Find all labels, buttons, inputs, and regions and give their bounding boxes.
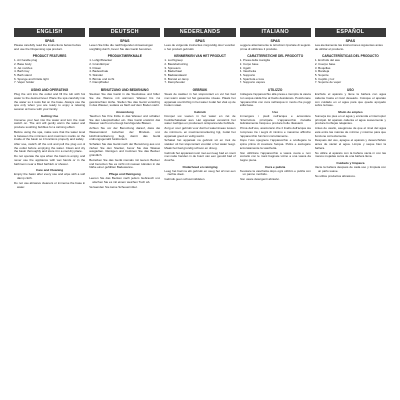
paragraph: Después del uso, apague el aparato y desenchúfelo antes de vaciar el agua. Limpie y seque bien la bañera. (314, 138, 387, 150)
paragraph: Zorg er voor gebruik voor dat het waterniveau tussen de minimum- en maximummarkering ligt, zodat het apparaat goed en veilig werkt. (164, 126, 236, 138)
operation-intro: Steek de stekker in het stopcontact en vul het bad met warm water tot het gewenste niveau. Plaats het apparaat voorzichtig in het water zodat het vlak op de bodem staat. (164, 92, 236, 108)
column-deutsch (89, 28, 160, 400)
operation-intro: Plug the unit into the outlet and fill the tub with hot water to the desired level. Place the spa carefully into the water so it rests flat on the base. Always use the spa only when you are ready to enjoy a relaxing session at home with your family. (14, 92, 86, 111)
paragraph: Schakel het apparaat na gebruik uit en trek de stekker uit het stopcontact voordat u het water leegt. Maak het bad grondig schoon en droog. (164, 138, 236, 150)
care-item: Empty the basin after every use and wipe with a soft damp cloth. (14, 172, 86, 181)
features-heading: CARATTERISTICHE DEL PRODOTTO (247, 54, 304, 59)
care-item: No utilice productos abrasivos. (314, 173, 356, 178)
feature-item: 4. Badschaal (164, 69, 182, 74)
paragraph: Non utilizzare l'apparecchio a vasca vuota e non toccarlo con le mani bagnate vicino a una vasca da bagno piena. (239, 150, 311, 162)
column-english (14, 28, 85, 400)
paragraph: Prima dell'uso, assicurarsi che il livello dell'acqua sia compreso tra i segni di minimo e massimo affinché l'apparecchio funzioni correttamente. (239, 126, 311, 138)
feature-item: 4. Vaschetta (239, 69, 257, 74)
paragraph: Achten Sie vor der Benutzung darauf, dass der Wasserstand zwischen der Mindest- und Höchstmarkierung liegt, damit das Gerät ordnungsgemäß funktioniert. (89, 126, 161, 142)
paragraph: Dopo l'uso spegnere l'apparecchio e scollegare la spina prima di svuotare l'acqua. Pulire e asciugare accuratamente la vaschetta. (239, 138, 311, 150)
care-heading: Pflege und Reinigung (108, 171, 141, 176)
language-header: ENGLISH (14, 28, 85, 37)
feature-item: 4. Bandeja (314, 69, 330, 74)
paragraph: Immerse your feet into the water and turn the main switch on. The unit will gently warm the water and produce soothing bubbles for a calming effect. (14, 117, 86, 130)
feature-item: 5. Ständer (89, 73, 104, 77)
feature-item: 3. Jet nozzles (14, 65, 33, 70)
features-list (164, 59, 235, 85)
language-header: NEDERLANDS (164, 28, 235, 37)
feature-item: 7. Dampfhalter (89, 80, 109, 85)
column-nederlands (164, 28, 235, 400)
care-item: Leeren Sie das Becken nach jedem Gebrauch und wischen Sie es mit einem weichen Tuch ab. (89, 176, 161, 184)
paragraph: Tauchen Sie Ihre Füße in das Wasser und schalten Sie den Hauptschalter ein. Das Gerät erwärmt das Wasser sanft und erzeugt beruhigende Blasen. (89, 114, 161, 126)
care-heading: Cura e pulizia (265, 164, 286, 169)
feature-item: 4. Bath tray (14, 69, 30, 74)
features-heading: KENMERKEN VAN HET PRODUCT (174, 54, 226, 59)
feature-item: 7. Soporte de vapor (314, 80, 342, 85)
feature-item: 3. Boquillas (314, 65, 331, 70)
operation-heading: UTILIZZO (268, 88, 283, 93)
column-italiano (240, 28, 311, 400)
feature-item: 3. Sproeiers (164, 65, 181, 70)
operation-heading: USO (346, 88, 354, 93)
getting-use-heading: Anwendung (115, 109, 134, 114)
feature-item: 1. Enchufe del asa (314, 58, 340, 63)
care-item: Svuotare la vaschetta dopo ogni utilizzo e pulirla con un panno morbido. (239, 168, 311, 177)
intro-text: Lesen Sie bitte die nachfolgenden Anweisungen sorgfältig durch, bevor Sie das Gerät benutzen. (89, 43, 154, 51)
paragraph: Immergere i piedi nell'acqua e accendere l'interruttore principale. L'apparecchio riscalda delicatamente l'acqua e produce bolle rilassanti. (239, 114, 311, 126)
care-item: Vacíe la bañera después de cada uso y límpiela con un paño suave. (314, 165, 387, 173)
language-header: DEUTSCH (89, 28, 160, 37)
care-item: Do not use abrasive cleaners or immerse the base in water. (14, 180, 86, 189)
features-list (240, 59, 311, 85)
paragraph: No utilice el aparato con la bañera vacía ni con las manos mojadas cerca de una bañera llena. (314, 150, 387, 159)
feature-item: 1. Luftgriffstecker (89, 58, 113, 63)
language-header: ITALIANO (240, 28, 311, 37)
feature-item: 3. Ugelli (239, 65, 251, 70)
paragraph: Schalten Sie das Gerät nach der Benutzung aus und ziehen Sie den Stecker, bevor Sie das Wasser ausgießen. Reinigen und trocknen Sie das Becken gründlich. (89, 142, 161, 158)
feature-item: 1. Presa della maniglia (239, 58, 270, 63)
intro-text: Please carefully read the instructions below before and use the Dispensing spa product. (14, 43, 82, 51)
care-heading: Care and Cleaning (36, 168, 64, 173)
feature-item: 5. Badstandaard (164, 73, 187, 77)
feature-item: 3. Düsen (89, 65, 102, 70)
care-item: Verwenden Sie keine Scheuermittel. (89, 184, 138, 189)
feature-item: 6. Cepillo y luz (314, 76, 335, 81)
feature-item: 2. Grundkörper (89, 61, 110, 66)
paragraph: Betreiben Sie das Gerät niemals mit leerem Becken und benutzen Sie es nicht mit nassen Händen in der Nähe einer gefüllten Badewanne. (89, 157, 161, 170)
care-item: Non usare detergenti abrasivi. (239, 177, 280, 182)
operation-intro: Stecken Sie das Gerät in die Steckdose und füllen Sie die Wanne mit warmem Wasser bis zur gewünschten Höhe. Stellen Sie das Gerät vorsichtig in das Wasser, sodass es flach auf dem Boden steht. (89, 92, 161, 108)
care-item: Leeg het bad na elk gebruik en veeg het af met een zachte doek. (164, 168, 236, 177)
feature-item: 2. Corpo base (239, 61, 259, 66)
section-title: SPAS (195, 39, 205, 43)
feature-item: 7. Damphouder (164, 80, 186, 85)
intro-text: Lea atentamente las instrucciones siguientes antes de utilizar el producto. (314, 43, 383, 51)
section-title: SPAS (345, 39, 356, 43)
operation-heading: BENUTZUNG UND BEDIENUNG (100, 88, 149, 93)
operation-intro: Enchufe el aparato y llene la bañera con agua caliente hasta el nivel deseado. Coloque el aparato con cuidado en el agua para que quede apoyado sobre la base. (314, 92, 387, 108)
operation-heading: USING AND OPERATING (30, 88, 69, 93)
paragraph: Gebruik het apparaat nooit met een leeg bad en nooit met natte handen in de buurt van een gevuld bad of douche. (164, 150, 236, 162)
feature-item: 6. Spazzola e luce (239, 76, 265, 81)
feature-item: 1. Air handle plug (14, 58, 38, 63)
getting-use-heading: Getting Use (40, 113, 59, 118)
features-list (315, 59, 386, 85)
language-header: ESPAÑOL (315, 28, 386, 37)
feature-item: 2. Base body (14, 61, 32, 66)
feature-item: 1. Luchtgreep (164, 58, 183, 63)
feature-item: 6. Sponge and bristle light (14, 76, 49, 81)
care-item: Gebruik geen schuurmiddelen. (164, 177, 206, 182)
section-title: SPAS (270, 39, 280, 43)
care-heading: Onderhoud en reiniging (182, 164, 218, 169)
features-heading: PRODUKTMERKMALE (107, 54, 142, 59)
features-list (89, 59, 160, 85)
feature-item: 2. Basisbehuizing (164, 61, 188, 66)
feature-item: 2. Cuerpo base (314, 61, 336, 66)
feature-item: 4. Badeschale (89, 69, 109, 74)
column-espanol (315, 28, 386, 400)
paragraph: Sumerja los pies en el agua y encienda el interruptor principal. El aparato calienta el agua suavemente y produce burbujas relajantes. (314, 114, 387, 126)
getting-use-heading: Gebruik (194, 109, 206, 114)
feature-item: 6. Bürste und Licht (89, 76, 115, 81)
section-title: SPAS (44, 39, 55, 43)
feature-item: 5. Bath stand (14, 73, 32, 77)
feature-item: 7. Supporto vapore (239, 80, 266, 85)
feature-item: 5. Supporto (239, 73, 256, 77)
getting-use-heading: Modo de empleo (338, 109, 363, 114)
paragraph: Antes de usarlo, asegúrese de que el nivel del agua esté entre las marcas de mínimo y máximo para que funcione correctamente. (314, 126, 387, 138)
intro-text: Lees de volgende instructies zorgvuldig door voordat u het product gebruikt. (164, 43, 235, 51)
care-heading: Cuidado y limpieza (336, 160, 365, 165)
operation-heading: GEBRUIK (192, 88, 208, 93)
section-title: SPAS (120, 39, 130, 43)
paragraph: After use, switch off the unit and pull the plug out of the outlet before emptying the water. Clean and dry the basin thoroughly and store it in a cool dry place. (14, 142, 86, 154)
paragraph: Do not operate the spa when the basin is empty, and never use the appliance with wet hands or in the bathroom near a filled bathtub or shower. (14, 154, 86, 166)
intro-text: Leggere attentamente le istruzioni riportate di seguito prima di utilizzare il prodotto. (239, 43, 311, 51)
paragraph: Before using the spa, make sure that the water level is between the minimum and maximum marks on the inside of the basin so it functions properly and safely. (14, 129, 86, 142)
getting-use-heading: Uso (272, 109, 279, 114)
feature-item: 7. Vapor holder (14, 80, 35, 85)
features-list (14, 59, 85, 85)
paragraph: Dompel uw voeten in het water en zet de hoofdschakelaar aan. Het apparaat verwarmt het water zachtjes en produceert ontspannende bubbels. (164, 114, 236, 126)
feature-item: 5. Soporte (314, 73, 329, 77)
features-heading: CARACTERÍSTICAS DEL PRODUCTO (322, 54, 379, 59)
feature-item: 6. Borstel en lamp (164, 76, 189, 81)
features-heading: PRODUCT FEATURES (32, 54, 67, 59)
operation-intro: Collegare l'apparecchio alla presa e riempire la vasca con acqua calda fino al livello desiderato. Posizionare l'apparecchio con cura nell'acqua in modo che poggi sulla base. (239, 92, 311, 108)
